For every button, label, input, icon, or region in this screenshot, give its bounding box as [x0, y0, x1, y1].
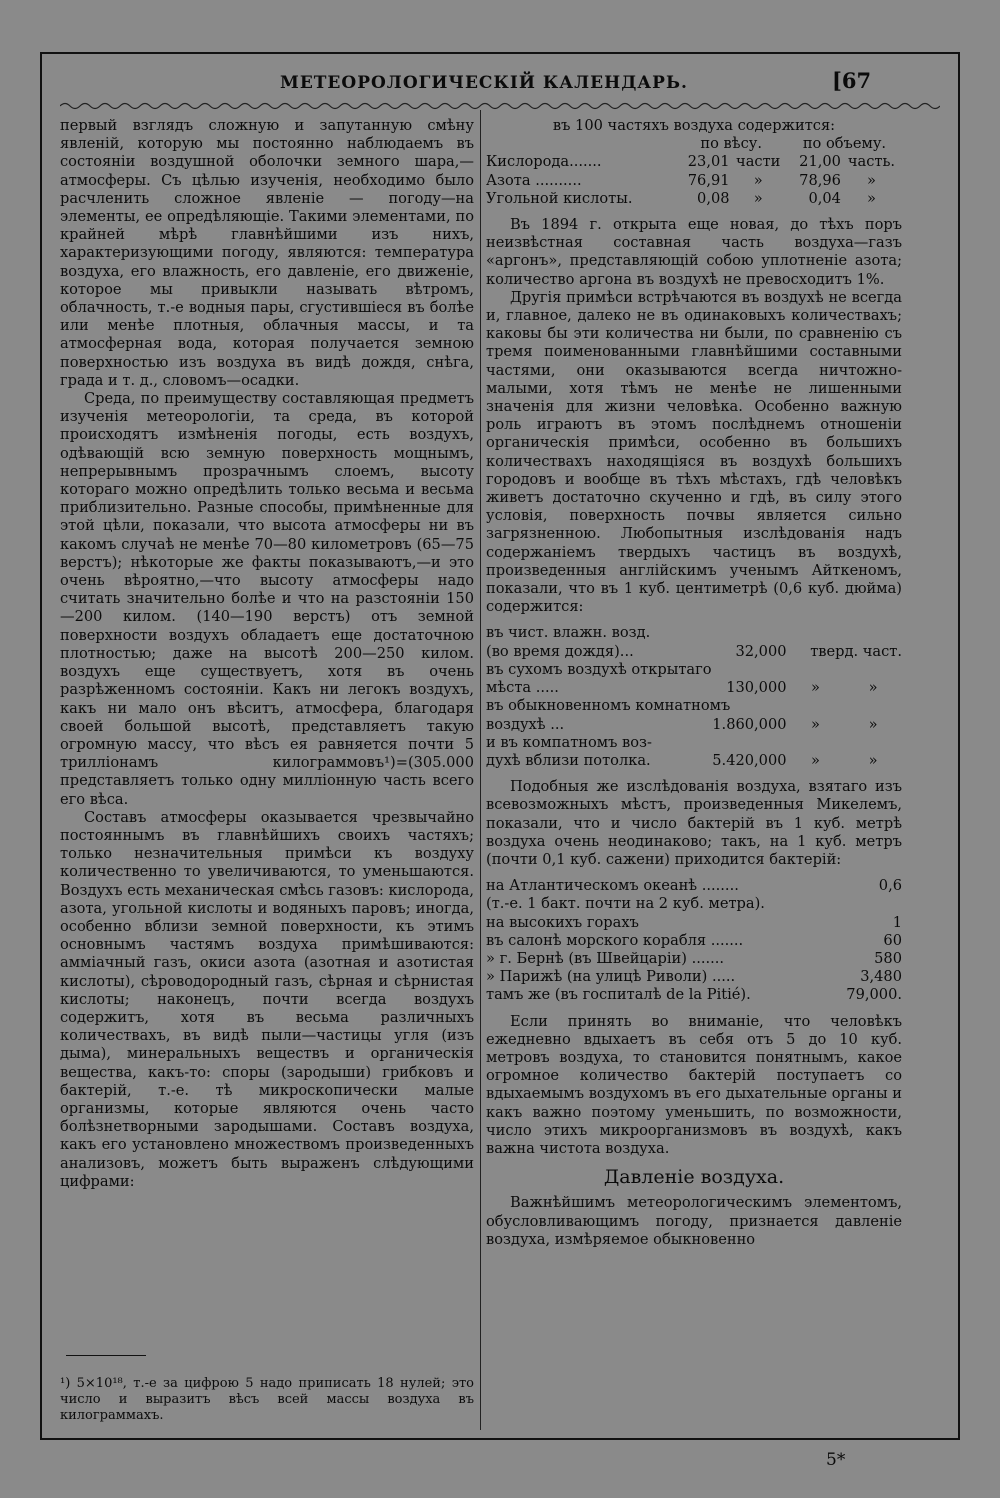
unit: » — [753, 171, 763, 189]
bacteria-count: 79,000. — [846, 986, 902, 1004]
table-row — [486, 877, 902, 895]
table-row — [486, 643, 902, 661]
unit: » — [868, 679, 878, 697]
table-row — [486, 190, 902, 208]
section-heading: Давленіе воздуха. — [603, 1166, 785, 1189]
bacteria-count — [833, 895, 902, 913]
composition-table — [486, 135, 902, 208]
particle-count: 5.420,000 — [712, 751, 787, 769]
unit: части — [736, 153, 781, 171]
signature-mark: 5* — [826, 1450, 846, 1470]
gas-name: Кислорода....... — [486, 153, 602, 171]
footnote: ¹) 5×10¹⁸, т.-е за цифрою 5 надо приписать 18 нулей; это число и выразитъ вѣсъ всей массы воздуха въ килограммахъ. — [60, 1376, 474, 1423]
table-row — [486, 679, 902, 697]
particle-count: 32,000 — [735, 642, 787, 660]
table-row — [486, 661, 902, 679]
weight-value: 23,01 — [687, 153, 730, 171]
table-row — [486, 624, 902, 642]
gas-name: Угольной кислоты. — [486, 189, 633, 207]
paragraph: Если принять во вниманіе, что человѣкъ ежедневно вдыхаетъ въ себя отъ 5 до 10 куб. метровъ воздуха, то становится понятнымъ, какое огромное количество бактерій поступаетъ со вдыхаемымъ воздухомъ въ его дыхательные органы и какъ важно поэтому уменьшить, по возможности, число этихъ микроорганизмовъ въ воздухѣ, какъ важна чистота воздуха. — [486, 1012, 902, 1157]
running-title: МЕТЕОРОЛОГИЧЕСКІЙ КАЛЕНДАРЬ. — [280, 73, 688, 93]
column-header-weight: по вѣсу. — [700, 135, 762, 153]
paragraph: Составъ атмосферы оказывается чрезвычайно постояннымъ въ главнѣйшихъ своихъ частяхъ; только незначительныя примѣси къ воздуху количественно то увеличиваются, то уменьшаются. Воздухъ есть механическая смѣсь газовъ: кислорода, азота, угольной кислоты и водяныхъ паровъ; иногда, особенно вблизи земной поверхности, къ этимъ основнымъ частямъ воздуха примѣшиваются: аммiачный газъ, окиси азота (азотная и азотистая кислоты), сѣроводородный газъ, сѣрная и сѣрнистая кислоты; наконецъ, почти всегда воздухъ содержитъ, хотя въ весьма различныхъ количествахъ, въ видѣ пыли—частицы угля (изъ дыма), минеральныхъ веществъ и органическія вещества, какъ-то: споры (зародыши) грибковъ и бактерій, т.-е. тѣ микроскопически малые организмы, которые являются очень часто болѣзнетворными зародышами. Составъ воздуха, какъ его установлено множествомъ произведенныхъ анализовъ, можетъ быть выраженъ слѣдующими цифрами: — [60, 808, 474, 1190]
row-label: въ сухомъ воздухѣ открытаго — [486, 660, 712, 678]
paragraph: Подобныя же изслѣдованія воздуха, взятаго изъ всевозможныхъ мѣстъ, произведенныя Микелемъ, показали, что и число бактерій въ 1 куб. метрѣ воздуха очень неодинаково; такъ, на 1 куб. метръ (почти 0,1 куб. сажени) приходится бактерій: — [486, 778, 902, 868]
place-label: въ салонѣ морского корабля ....... — [486, 931, 744, 949]
paragraph: первый взглядъ сложную и запутанную смѣну явленій, которую мы постоянно наблюдаемъ въ состояніи воздушной оболочки земного шара,—атмосферы. Съ цѣлью изученія, необходимо было расчленить сложное явленіе — погоду—на элементы, ее опредѣляющіе. Такими элементами, по крайней мѣрѣ главнѣйшими изъ нихъ, характеризующими погоду, являются: температура воздуха, его влажность, его давленіе, его движеніе, которое мы привыкли называть вѣтромъ, облачность, т.-е водныя пары, сгустившіеся въ болѣе или менѣе плотныя, облачныя массы, и та атмосферная вода, которая получается земною поверхностью изъ воздуха въ видѣ дождя, снѣга, града и т. д., словомъ—осадки. — [60, 117, 474, 389]
table-row — [486, 932, 902, 950]
unit: » — [810, 751, 820, 769]
table-row — [486, 716, 902, 734]
paragraph: Среда, по преимуществу составляющая предметъ изученія метеорологіи, та среда, въ которой происходятъ измѣненія погоды, есть воздухъ, одѣвающій всю земную поверхность мощнымъ, непрерывнымъ прозрачнымъ слоемъ, высоту котораго можно опредѣлить только весьма и весьма приблизительно. Разные способы, примѣненные для этой цѣли, показали, что высота атмосферы ни въ какомъ случаѣ не менѣе 70—80 километровъ (65—75 верстъ); нѣкоторые же факты показываютъ,—и это очень вѣроятно,—что высоту атмосферы надо считать значительно болѣе и что на разстояніи 150—200 килом. (140—190 верстъ) отъ земной поверхности воздухъ обладаетъ еще достаточною плотностью; даже на высотѣ 200—250 килом. воздухъ еще существуетъ, хотя въ очень разрѣженномъ состояніи. Какъ ни легокъ воздухъ, какъ ни мало онъ вѣситъ, атмосфера, благодаря своей большой высотѣ, представляетъ такую огромную массу, что вѣсъ ея равняется почти 5 трилліонамъ килограммовъ¹)=(305.000 представляетъ только одну милліонную часть всего его вѣса. — [60, 390, 474, 808]
unit: » — [867, 189, 876, 207]
table-row — [486, 895, 902, 913]
column-header-volume: по объему. — [802, 135, 887, 153]
particles-table — [486, 624, 902, 770]
unit: » — [810, 679, 820, 697]
bacteria-table — [486, 877, 902, 1004]
row-label: воздухѣ ... — [486, 715, 565, 733]
row-label: (во время дождя)... — [486, 642, 634, 660]
table-row — [486, 153, 902, 171]
table-row — [486, 950, 902, 968]
table-row — [486, 914, 902, 932]
page-number: [67 — [832, 68, 872, 93]
particle-count: 130,000 — [726, 679, 787, 697]
row-label: въ чист. влажн. возд. — [486, 624, 651, 642]
unit: » — [868, 751, 878, 769]
unit: часть. — [847, 153, 896, 171]
particle-count: 1.860,000 — [712, 715, 787, 733]
unit: » — [810, 715, 820, 733]
unit: тверд. част. — [810, 642, 902, 660]
composition-heading: въ 100 частяхъ воздуха содержится: — [552, 117, 836, 134]
unit: » — [868, 715, 878, 733]
volume-value: 21,00 — [799, 153, 841, 171]
ornamental-rule — [60, 101, 940, 111]
place-label: на Атлантическомъ океанѣ ........ — [486, 877, 739, 895]
row-label: духѣ вблизи потолка. — [486, 751, 651, 769]
place-label: тамъ же (въ госпиталѣ de la Pitié). — [486, 986, 751, 1004]
left-column — [60, 117, 474, 1191]
bacteria-count: 3,480 — [860, 968, 902, 986]
bacteria-count: 0,6 — [878, 877, 902, 895]
table-row — [486, 697, 902, 715]
bacteria-count: 580 — [874, 949, 902, 967]
gas-name: Азота .......... — [486, 171, 582, 189]
table-row — [486, 752, 902, 770]
right-column — [486, 117, 902, 1249]
table-row — [486, 986, 902, 1004]
place-label: » Парижѣ (на улицѣ Риволи) ..... — [486, 968, 736, 986]
footnote-rule — [66, 1355, 146, 1356]
volume-value: 0,04 — [808, 189, 841, 207]
unit: » — [753, 189, 763, 207]
table-row — [486, 734, 902, 752]
table-row — [486, 968, 902, 986]
paragraph: Другія примѣси встрѣчаются въ воздухѣ не всегда и, главное, далеко не въ одинаковыхъ количествахъ; каковы бы эти количества ни были, по сравненію съ тремя поименованными главнѣйшими составными частями, они оказываются всегда ничтожно-малыми, хотя тѣмъ не менѣе не лишенными значенія для жизни человѣка. Особенно важную роль играютъ въ этомъ послѣднемъ отношеніи органическія примѣси, особенно въ большихъ количествахъ находящіяся въ воздухѣ большихъ городовъ и вообще въ тѣхъ мѣстахъ, гдѣ человѣкъ живетъ достаточно скученно и гдѣ, въ силу этого условія, поверхность почвы является сильно загрязненною. Любопытныя изслѣдованія надъ содержаніемъ твердыхъ частицъ въ воздухѣ, произведенныя англійскимъ ученымъ Айткеномъ, показали, что въ 1 куб. центиметрѣ (0,6 куб. дюйма) содержится: — [486, 288, 902, 616]
place-label: (т.-е. 1 бакт. почти на 2 куб. метра). — [486, 895, 765, 913]
row-label: и въ компатномъ воз- — [486, 733, 652, 751]
bacteria-count: 1 — [892, 913, 902, 931]
unit: » — [867, 171, 876, 189]
weight-value: 0,08 — [697, 189, 730, 207]
paragraph: Въ 1894 г. открыта еще новая, до тѣхъ поръ неизвѣстная составная часть воздуха—газъ «аргонъ», представляющій собою уплотненіе азота; количество аргона въ воздухѣ не превосходитъ 1%. — [486, 216, 902, 288]
place-label: » г. Бернѣ (въ Швейцаріи) ....... — [486, 949, 725, 967]
bacteria-count: 60 — [883, 931, 902, 949]
weight-value: 76,91 — [687, 171, 730, 189]
table-row — [486, 172, 902, 190]
column-divider — [480, 110, 481, 1430]
row-label: мѣста ..... — [486, 679, 559, 697]
paragraph: Важнѣйшимъ метеорологическимъ элементомъ, обусловливающимъ погоду, признается давленіе воздуха, измѣряемое обыкновенно — [486, 1194, 902, 1248]
row-label: въ обыкновенномъ комнатномъ — [486, 697, 731, 715]
place-label: на высокихъ горахъ — [486, 913, 639, 931]
volume-value: 78,96 — [799, 171, 841, 189]
